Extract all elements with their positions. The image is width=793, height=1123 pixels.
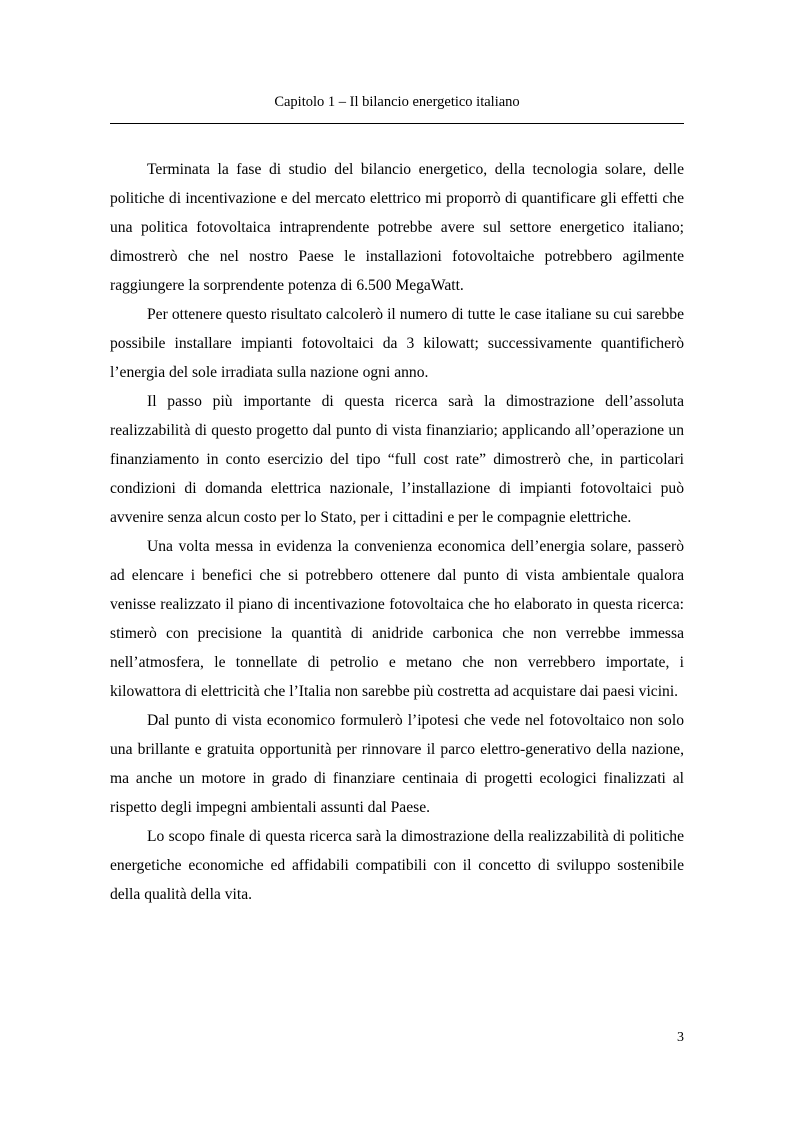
page-number: 3 — [677, 1030, 684, 1045]
paragraph: Lo scopo finale di questa ricerca sarà la dimostrazione della realizzabilità di politiche energetiche economiche ed affidabili compatibili con il concetto di sviluppo sostenibile della qualità della vita. — [110, 828, 684, 903]
header-rule — [110, 123, 684, 124]
running-header: Capitolo 1 – Il bilancio energetico italiano — [274, 94, 520, 110]
paragraph: Il passo più importante di questa ricerca sarà la dimostrazione dell’assoluta realizzabilità di questo progetto dal punto di vista finanziario; applicando all’operazione un finanziamento in conto esercizio del tipo “full cost rate” dimostrerò che, in particolari condizioni di domanda elettrica nazionale, l’installazione di impianti fotovoltaici può avvenire senza alcun costo per lo Stato, per i cittadini e per le compagnie elettriche. — [110, 393, 684, 526]
paragraph: Per ottenere questo risultato calcolerò il numero di tutte le case italiane su cui sarebbe possibile installare impianti fotovoltaici da 3 kilowatt; successivamente quantificherò l’energia del sole irradiata sulla nazione ogni anno. — [110, 306, 684, 381]
paragraph: Dal punto di vista economico formulerò l’ipotesi che vede nel fotovoltaico non solo una brillante e gratuita opportunità per rinnovare il parco elettro-generativo della nazione, ma anche un motore in grado di finanziare centinaia di progetti ecologici finalizzati al rispetto degli impegni ambientali assunti dal Paese. — [110, 712, 684, 816]
paragraph: Terminata la fase di studio del bilancio energetico, della tecnologia solare, delle politiche di incentivazione e del mercato elettrico mi proporrò di quantificare gli effetti che una politica fotovoltaica intraprendente potrebbe avere sul settore energetico italiano; dimostrerò che nel nostro Paese le installazioni fotovoltaiche potrebbero agilmente raggiungere la sorprendente potenza di 6.500 MegaWatt. — [110, 161, 684, 294]
body-text — [110, 155, 684, 909]
paragraph: Una volta messa in evidenza la convenienza economica dell’energia solare, passerò ad elencare i benefici che si potrebbero ottenere dal punto di vista ambientale qualora venisse realizzato il piano di incentivazione fotovoltaica che ho elaborato in questa ricerca: stimerò con precisione la quantità di anidride carbonica che non verrebbe immessa nell’atmosfera, le tonnellate di petrolio e metano che non verrebbero importate, i kilowattora di elettricità che l’Italia non sarebbe più costretta ad acquistare dai paesi vicini. — [110, 538, 684, 700]
